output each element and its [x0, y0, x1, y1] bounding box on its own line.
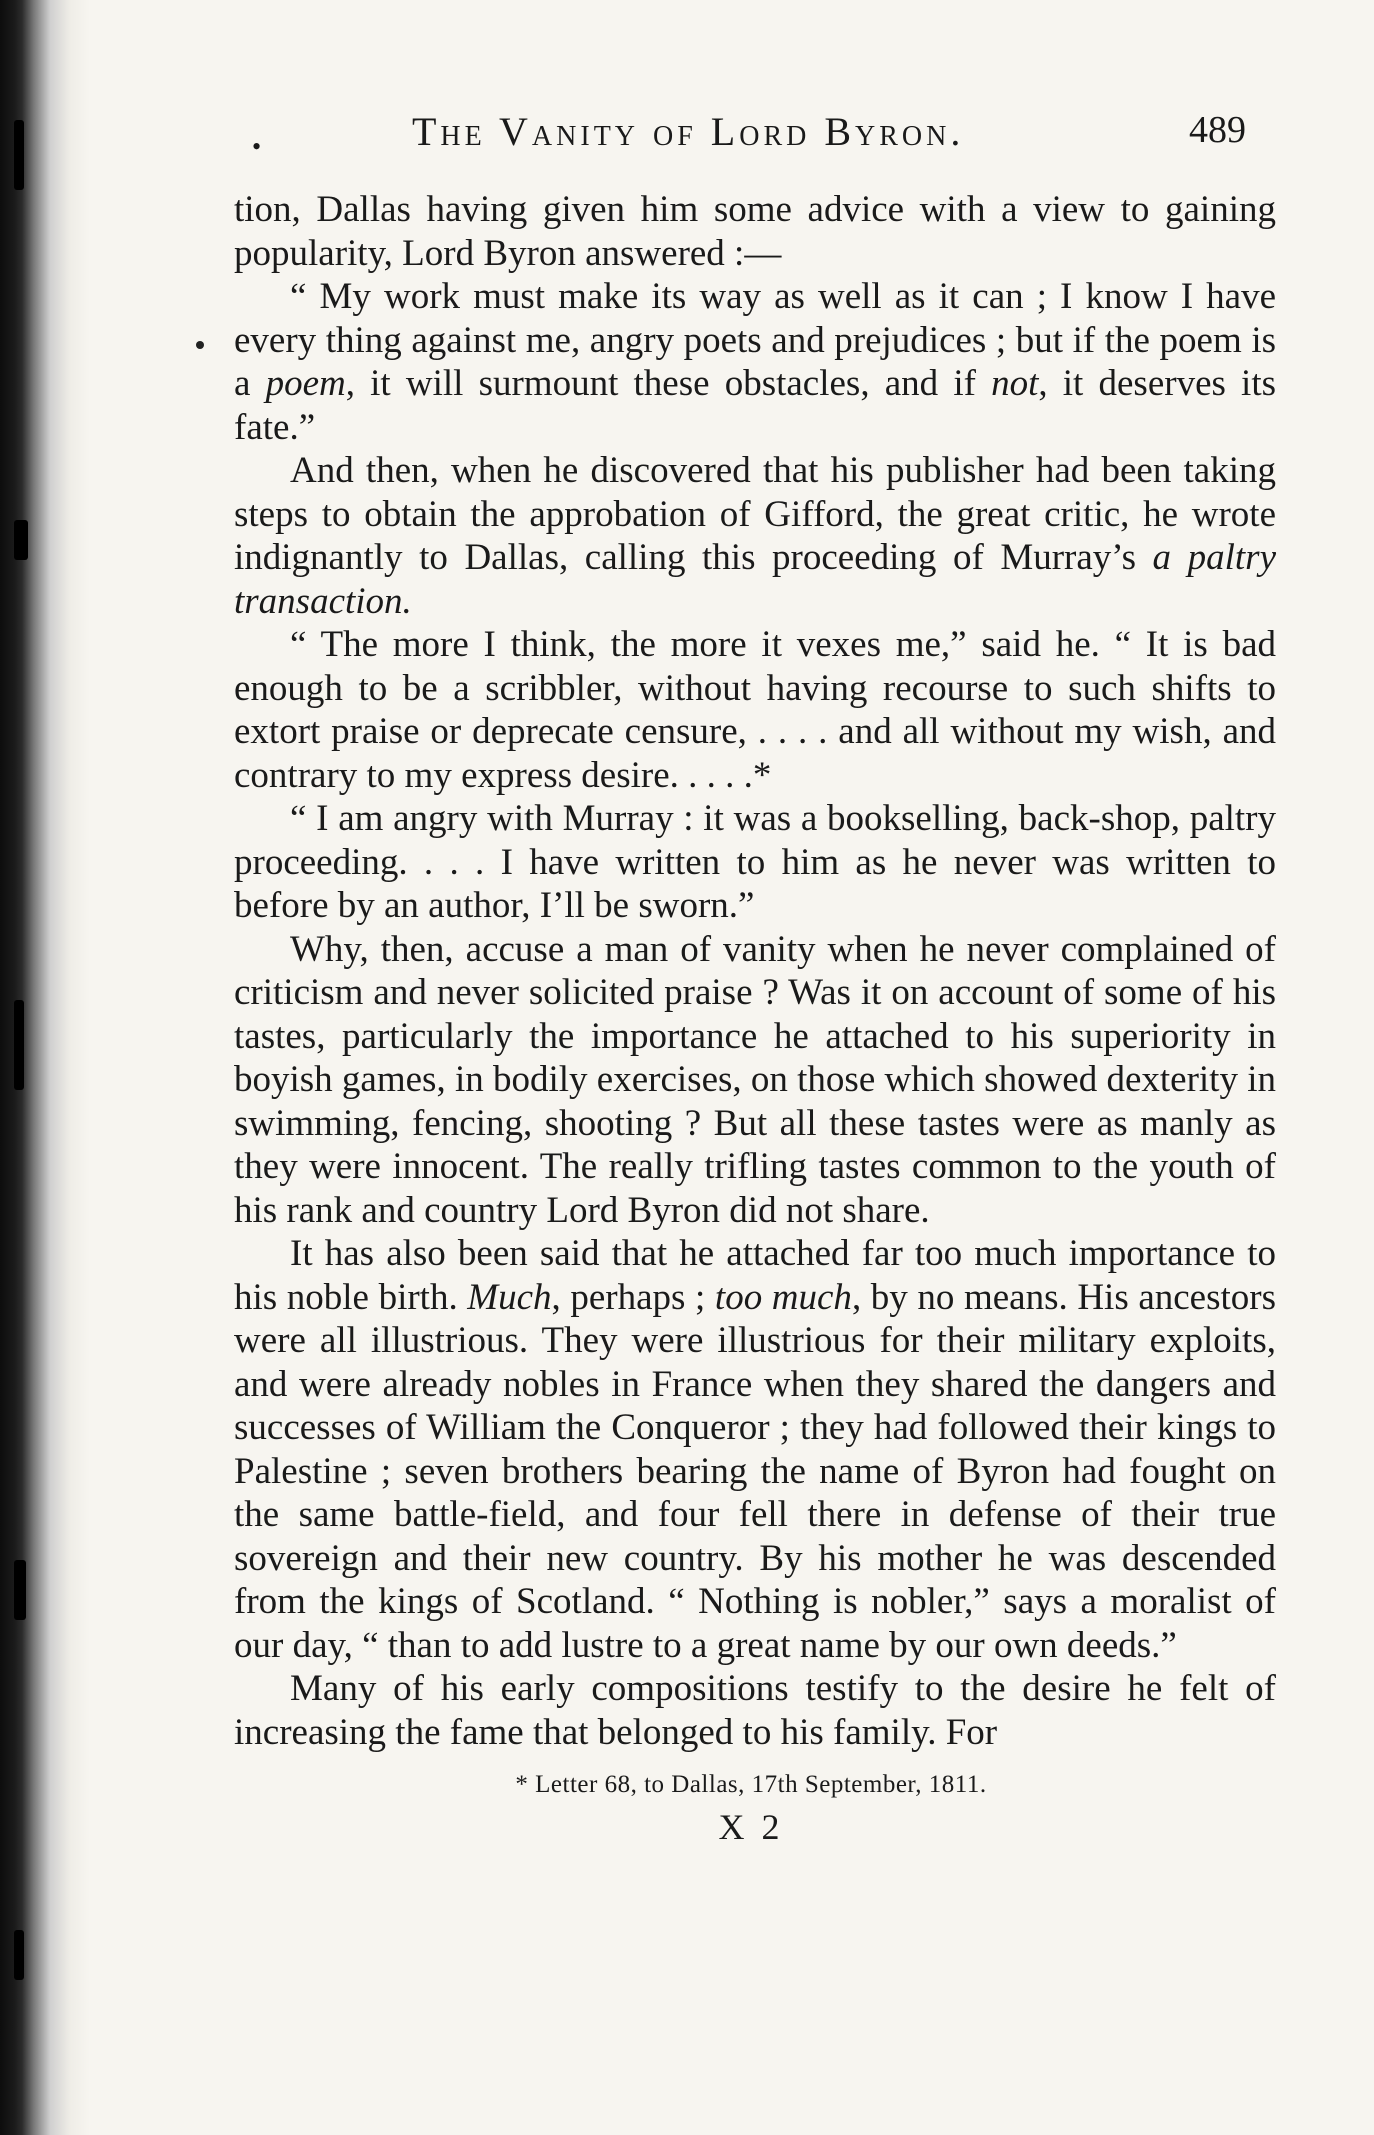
italic-phrase: Much: [467, 1276, 552, 1318]
margin-mark: [196, 341, 204, 349]
binding-shadow-mark: [14, 120, 24, 190]
paragraph-p7: [234, 1232, 1276, 1667]
book-page: [226, 100, 1276, 1848]
paragraph-p3: [234, 449, 1276, 623]
paragraph-p1: [234, 188, 1276, 275]
paragraph-p5: [234, 797, 1276, 928]
italic-phrase: poem: [265, 363, 346, 404]
text-run: , it deserves its fate.”: [234, 363, 1277, 448]
paragraph-p6: [234, 928, 1276, 1233]
binding-shadow-mark: [14, 1560, 26, 1620]
text-run: “ The more I think, the more it vexes me,” said he. “ It is bad enough to be a scribbler, without having recourse to such shifts to extort praise or deprecate censure, . . . . and all without my wish, and contrary to my express desire. . . . .*: [234, 624, 1276, 796]
text-run: “ I am angry with Murray : it was a bookselling, back-shop, paltry proceeding. . . . I have written to him as he never was written to before by an author, I’ll be sworn.”: [234, 798, 1276, 926]
running-head: [226, 100, 1276, 164]
footnote: * Letter 68, to Dallas, 17th September, 1811.: [515, 1771, 987, 1798]
text-run: , by no means. His ancestors were all illustrious. They were illustrious for their military exploits, and were already nobles in France when they shared the dangers and successes of William the Conqueror ; they had followed their kings to Palestine ; seven brothers bearing the name of Byron had fought on the same battle-field, and four fell there in defense of their true sovereign and their new country. By his mother he was descended from the kings of Scotland. “ Nothing is nobler,” says a moralist of our day, “ than to add lustre to a great name by our own deeds.”: [234, 1276, 1276, 1666]
running-head-title: The Vanity of Lord Byron.: [412, 109, 965, 154]
italic-phrase: not: [991, 363, 1039, 404]
text-run: It has also been said that he attached far too much importance to his noble birth.: [234, 1233, 1276, 1318]
text-run: , perhaps ;: [551, 1276, 715, 1318]
page-number: 489: [1189, 109, 1246, 151]
signature-mark: X 2: [718, 1807, 784, 1847]
text-run: “ My work must make its way as well as it can ; I know I have every thing against me, angry poets and prejudices ; but if the poem is a: [234, 276, 1276, 404]
paragraph-p2: [234, 275, 1276, 449]
binding-edge: [0, 0, 90, 2135]
paragraph-p8: [234, 1667, 1276, 1754]
text-run: Why, then, accuse a man of vanity when he never complained of criticism and never solicited praise ? Was it on account of some of his tastes, particularly the importance he attached to his superiority in boyish games, in bodily exercises, on those which showed dexterity in swimming, fencing, shooting ? But all these tastes were as manly as they were innocent. The really trifling tastes common to the youth of his rank and country Lord Byron did not share.: [234, 928, 1276, 1231]
italic-phrase: a paltry transaction.: [234, 537, 1276, 622]
text-run: Many of his early compositions testify to the desire he felt of increasing the fame that belonged to his family. For: [234, 1668, 1276, 1753]
italic-phrase: too much: [714, 1276, 852, 1318]
binding-shadow-mark: [14, 520, 28, 560]
body-text: [226, 188, 1276, 1754]
paragraph-p4: [234, 623, 1276, 797]
running-head-ornament: •: [252, 132, 262, 161]
text-run: tion, Dallas having given him some advice with a view to gaining popularity, Lord Byron answered :—: [234, 189, 1276, 274]
binding-shadow-mark: [14, 1000, 24, 1090]
text-run: And then, when he discovered that his publisher had been taking steps to obtain the approbation of Gifford, the great critic, he wrote indignantly to Dallas, calling this proceeding of Murray’s: [234, 450, 1276, 578]
binding-shadow-mark: [14, 1930, 24, 1980]
text-run: , it will surmount these obstacles, and if: [345, 363, 992, 404]
